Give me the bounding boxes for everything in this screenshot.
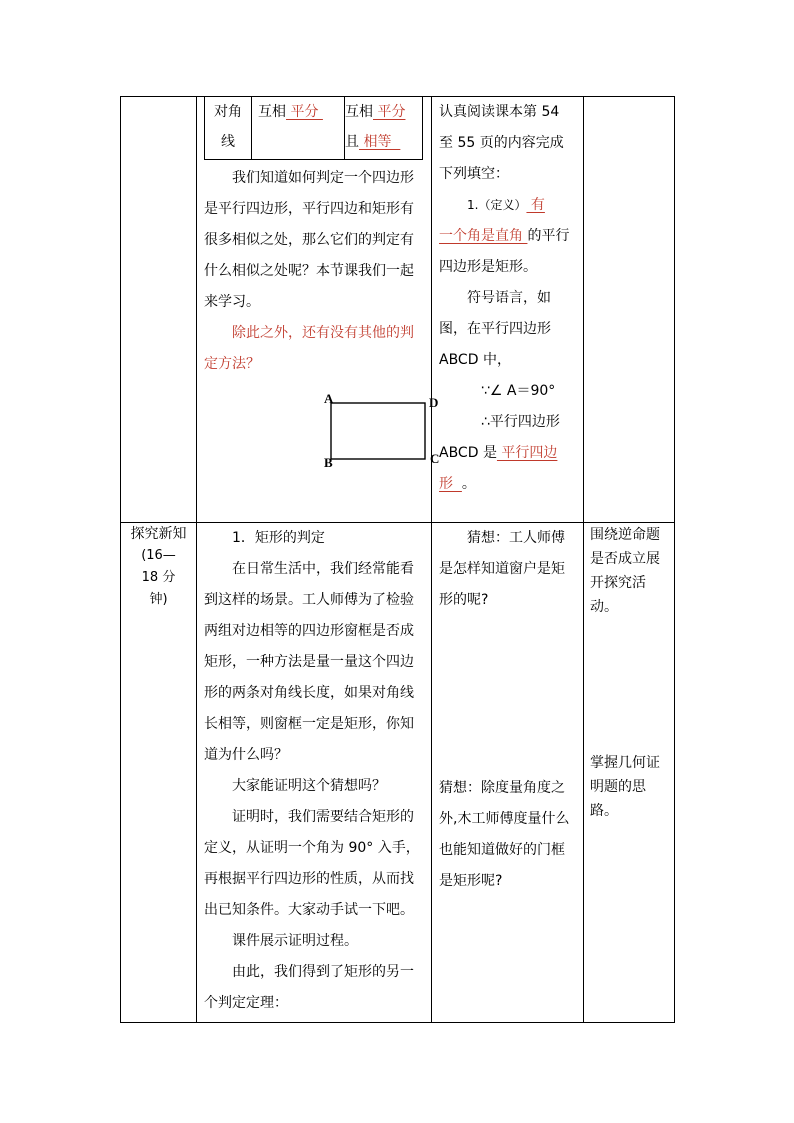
table-row-1 [120,96,675,523]
guess-text: 猜想：工人师傅是怎样知道窗户是矩形的呢? [439,530,565,608]
stage-title: 探究新知 [130,526,187,542]
definition-label: 1.（定义） [467,198,527,212]
design-intent-cell [584,521,674,1022]
student-activity-cell [432,97,583,522]
paragraph: 由此，我们得到了矩形的另一个判定定理： [204,964,414,1011]
design-note: 掌握几何证明题的思路。 [590,755,660,819]
symbol-language-text: 符号语言，如图，在平行四边形 ABCD 中， [439,290,551,368]
reading-instruction: 认真阅读课本第 54 至 55 页的内容完成下列填空： [439,104,564,182]
fill-blank: 一个角是直角 [439,228,528,244]
rectangle-shape [331,403,425,459]
property-label: 对角 [214,104,242,120]
vertex-label-a: A [324,393,334,406]
fill-blank: 形 [439,476,462,492]
parallelogram-property-cell [252,97,345,159]
definition-text: 的平行四边形是矩形。 [439,228,570,275]
paragraph: 在日常生活中，我们经常能看到这样的场景。工人师傅为了检验两组对边相等的四边形窗框是否成矩形，一种方法是量一量这个四边形的两条对角线长度，如果对角线长相等，则窗框一定是矩形，你知道为什么吗？ [204,561,414,763]
property-label: 线 [221,134,235,150]
because-statement: ∵∠ A＝90° [481,383,556,399]
conclusion-text: 。 [461,476,476,492]
stage-time: (16—18 分钟) [141,548,176,607]
therefore-statement: ∴平行四边形 [481,414,560,430]
guess-text: 猜想：除度量角度之外,木工师傅度量什么也能知道做好的门框是矩形呢? [439,780,570,889]
rectangle-property-cell [339,97,422,159]
paragraph: 我们知道如何判定一个四边形是平行四边形，平行四边和矩形有很多相似之处，那么它们的判定有什么相似之处呢？本节课我们一起来学习。 [204,170,414,310]
property-text: 互相 [345,104,373,120]
section-heading: 1．矩形的判定 [232,530,325,546]
paragraph: 大家能证明这个猜想吗？ [232,778,386,794]
rectangle-figure [317,393,447,473]
fill-blank: 平分 [373,104,406,120]
table-row-2 [120,521,675,1023]
content-cell [197,521,431,1022]
fill-blank: 平行四边 [496,445,558,461]
content-cell [197,97,440,522]
paragraph: 课件展示证明过程。 [232,933,358,949]
question-text: 除此之外，还有没有其他的判定方法？ [204,325,414,372]
property-text: 且 [345,134,359,150]
property-text: 互相 [258,104,286,120]
property-table [204,97,423,160]
stage-cell [121,521,196,1022]
fill-blank: 有 [526,197,545,213]
vertex-label-c: C [430,451,440,466]
property-label-cell [205,97,252,159]
fill-blank: 相等 [359,134,401,150]
vertex-label-b: B [324,455,333,470]
design-note: 围绕逆命题是否成立展开探究活动。 [590,527,660,615]
column-divider [583,97,584,522]
student-activity-cell [432,521,583,1022]
paragraph: 证明时，我们需要结合矩形的定义，从证明一个角为 90° 入手，再根据平行四边形的性质，从而找出已知条件。大家动手试一下吧。 [204,809,420,918]
fill-blank: 平分 [286,104,323,120]
intro-text [204,163,422,380]
conclusion-text: ABCD 是 [439,445,497,461]
vertex-label-d: D [429,395,439,410]
